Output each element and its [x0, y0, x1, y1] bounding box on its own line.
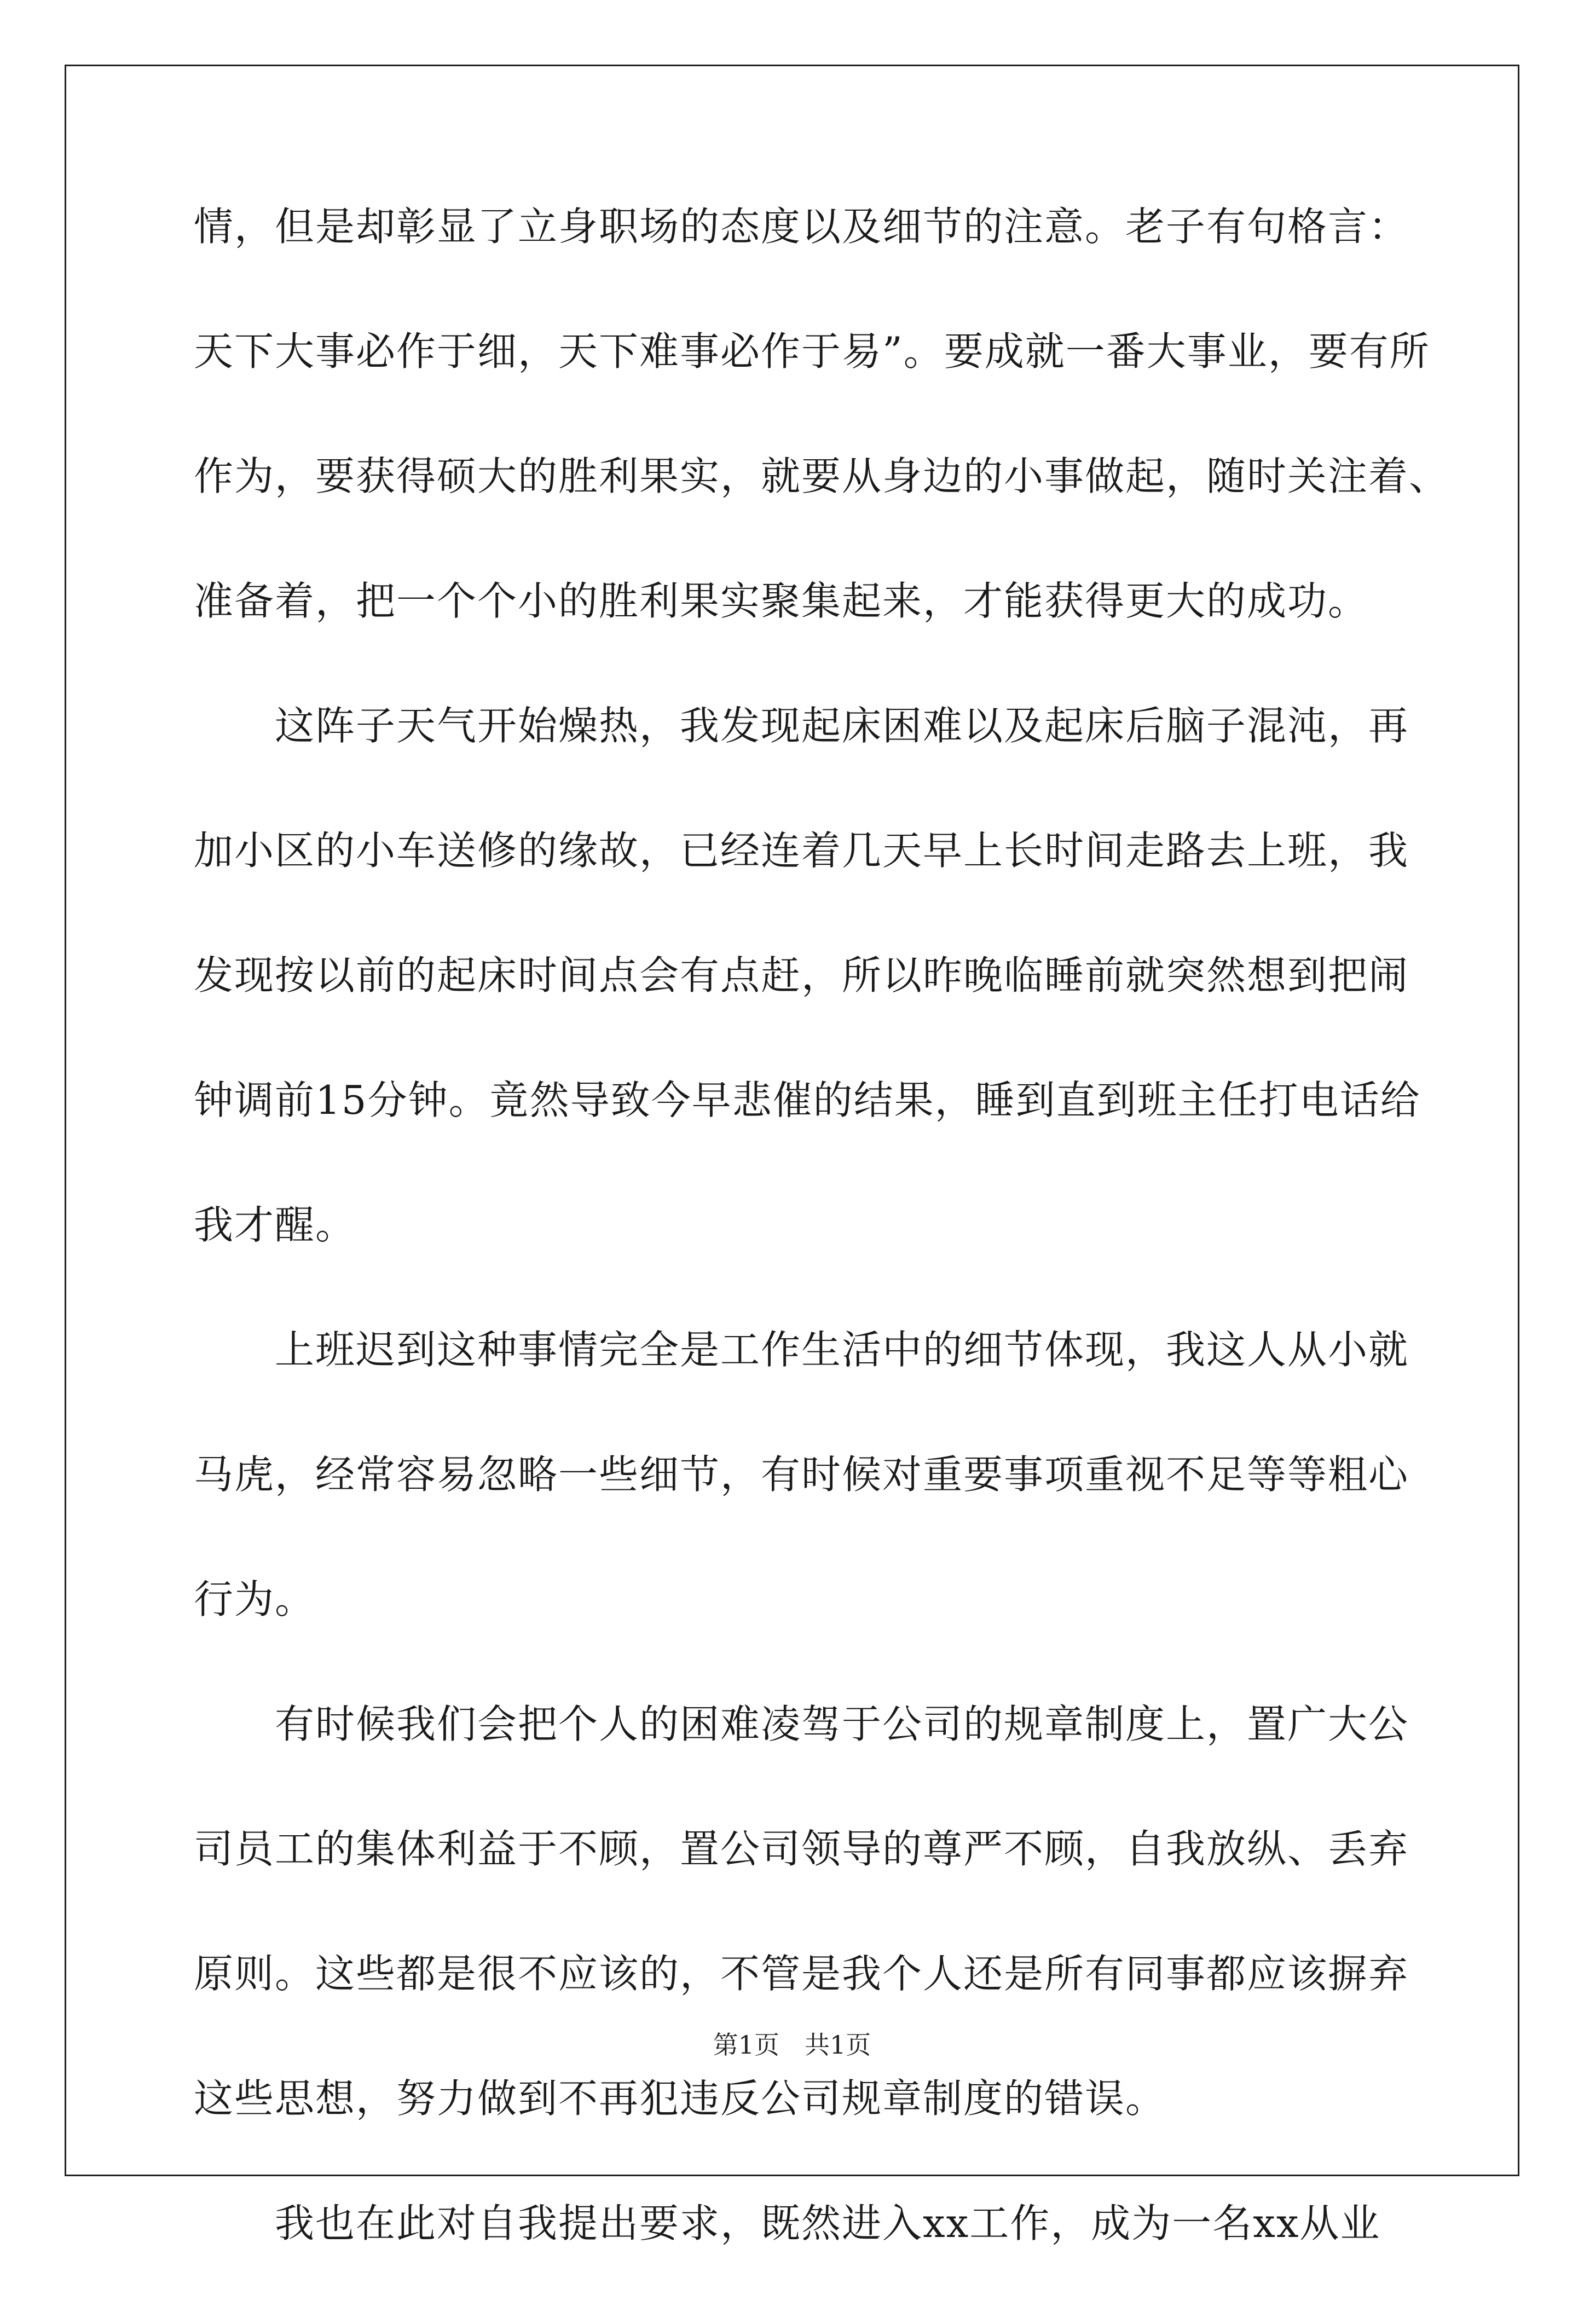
paragraph-start-line: 上班迟到这种事情完全是工作生活中的细节体现，我这人从小就: [275, 1327, 1409, 1373]
page-footer: [0, 2025, 1584, 2061]
text-line: 行为。: [194, 1576, 316, 1622]
page-total: 共1页: [805, 2030, 871, 2060]
text-line: 准备着，把一个个小的胜利果实聚集起来，才能获得更大的成功。: [194, 578, 1369, 624]
document-body: [194, 203, 1450, 2324]
text-line: 天下大事必作于细，天下难事必作于易”。要成就一番大事业，要有所: [194, 328, 1430, 374]
text-line: 这些思想，努力做到不再犯违反公司规章制度的错误。: [194, 2076, 1166, 2121]
paragraph-start-line: 我也在此对自我提出要求，既然进入xx工作，成为一名xx从业: [275, 2200, 1381, 2246]
text-line: 作为，要获得硕大的胜利果实，就要从身边的小事做起，随时关注着、: [194, 453, 1450, 499]
paragraph-start-line: 有时候我们会把个人的困难凌驾于公司的规章制度上，置广大公: [275, 1701, 1409, 1747]
paragraph-start-line: 这阵子天气开始燥热，我发现起床困难以及起床后脑子混沌，再: [275, 703, 1409, 749]
text-line: 我才醒。: [194, 1202, 356, 1248]
text-line: 钟调前15分钟。竟然导致今早悲催的结果，睡到直到班主任打电话给: [194, 1077, 1421, 1123]
page-number: 第1页: [713, 2030, 779, 2060]
text-line: 马虎，经常容易忽略一些细节，有时候对重要事项重视不足等等粗心: [194, 1452, 1409, 1498]
text-line: 情，但是却彰显了立身职场的态度以及细节的注意。老子有句格言：: [194, 204, 1409, 250]
text-line: 发现按以前的起床时间点会有点赶，所以昨晚临睡前就突然想到把闹: [194, 952, 1409, 998]
text-line: 司员工的集体利益于不顾，置公司领导的尊严不顾，自我放纵、丢弃: [194, 1826, 1409, 1872]
text-line: 原则。这些都是很不应该的，不管是我个人还是所有同事都应该摒弃: [194, 1951, 1409, 1997]
text-line: 加小区的小车送修的缘故，已经连着几天早上长时间走路去上班，我: [194, 828, 1409, 874]
